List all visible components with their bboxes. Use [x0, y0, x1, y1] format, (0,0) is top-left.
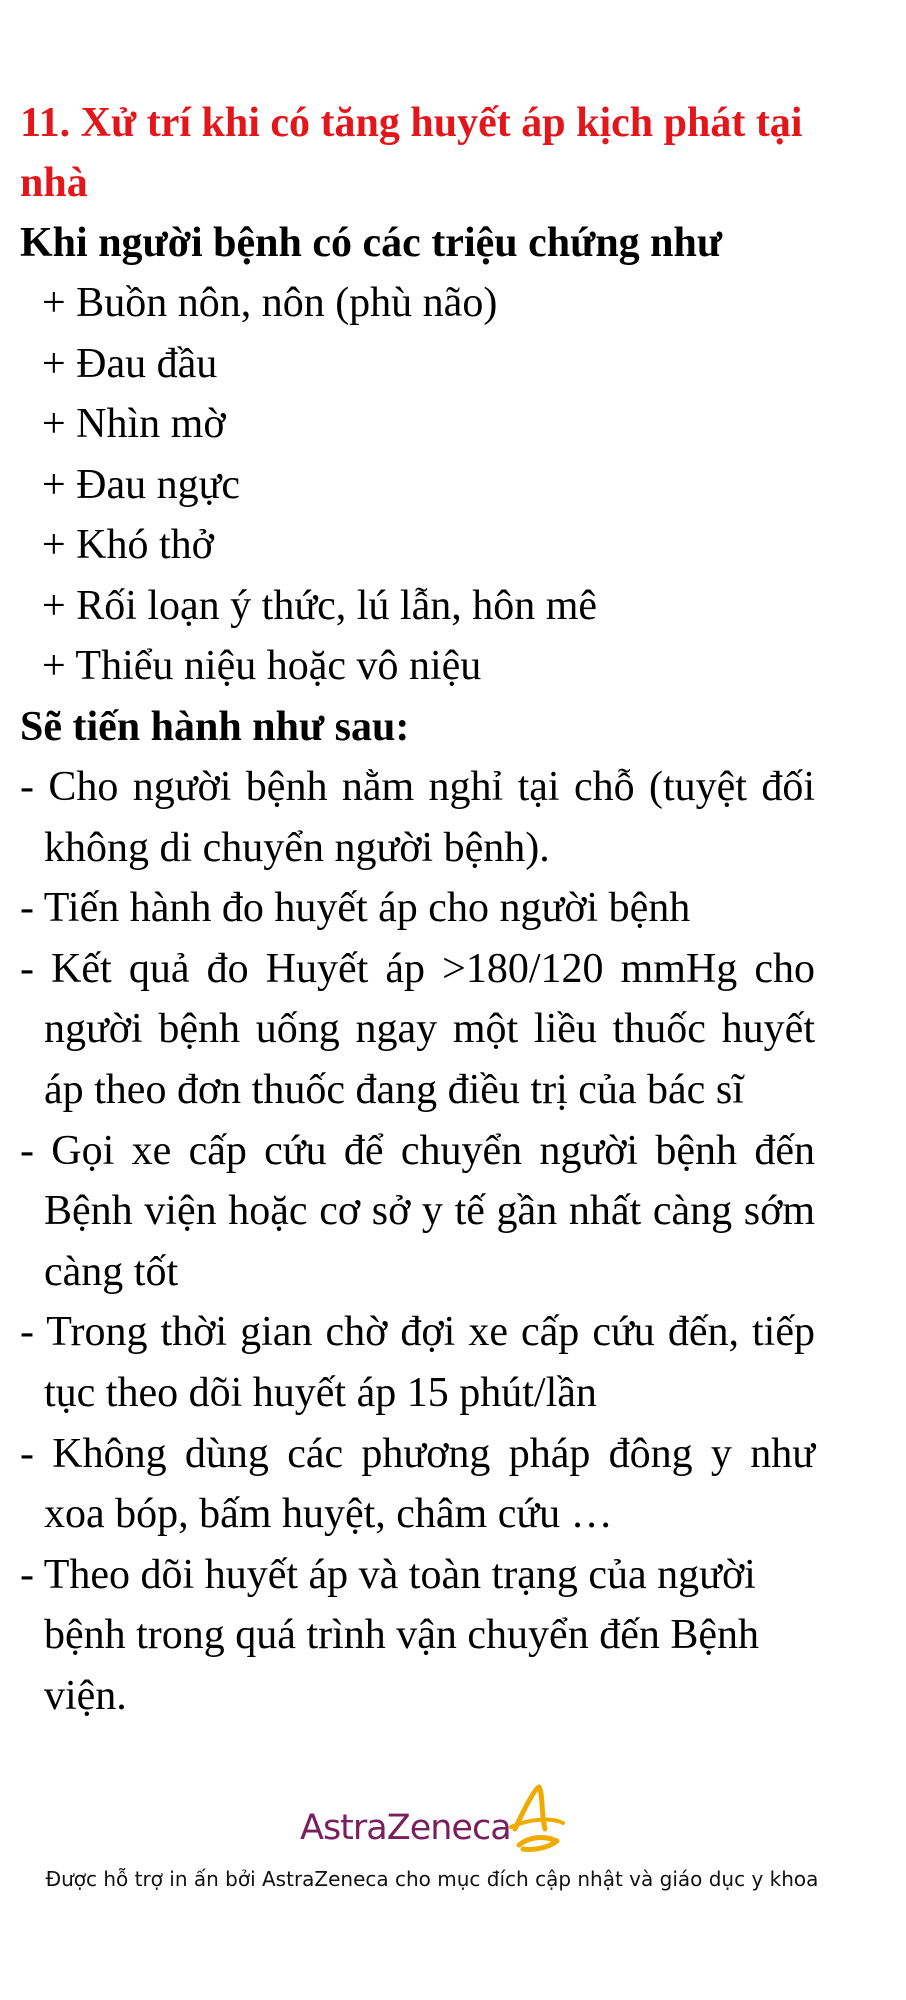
action-item: - Theo dõi huyết áp và toàn trạng của người bệnh trong quá trình vận chuyển đến Bệnh viện. — [20, 1551, 759, 1719]
symptom-item: + Đau ngực — [42, 461, 241, 508]
logo-wordmark: AstraZeneca — [300, 1808, 511, 1848]
sponsor-footer: Được hỗ trợ in ấn bởi AstraZeneca cho mục đích cập nhật và giáo dục y khoa — [45, 1867, 819, 1891]
symptom-list — [42, 273, 597, 697]
symptom-item: + Thiểu niệu hoặc vô niệu — [42, 643, 482, 689]
actions-intro: Sẽ tiến hành như sau: — [20, 704, 410, 750]
symptom-item: + Đau đầu — [42, 340, 218, 387]
symptom-item: + Khó thở — [42, 522, 214, 568]
action-item: - Gọi xe cấp cứu để chuyển người bệnh đến Bệnh viện hoặc cơ sở y tế gần nhất càng sớm càng tốt — [20, 1127, 815, 1295]
symptom-item: + Buồn nôn, nôn (phù não) — [42, 280, 498, 326]
section-title: 11. Xử trí khi có tăng huyết áp kịch phát tại nhà — [20, 100, 803, 206]
astrazeneca-symbol-icon — [505, 1783, 569, 1855]
astrazeneca-logo — [300, 1783, 580, 1853]
action-list — [20, 757, 815, 1727]
symptom-item: + Rối loạn ý thức, lú lẫn, hôn mê — [42, 582, 598, 629]
symptom-item: + Nhìn mờ — [42, 401, 226, 447]
action-item: - Cho người bệnh nằm nghỉ tại chỗ (tuyệt đối không di chuyển người bệnh). — [20, 764, 815, 871]
action-item: - Tiến hành đo huyết áp cho người bệnh — [20, 885, 691, 932]
action-item: - Trong thời gian chờ đợi xe cấp cứu đến, tiếp tục theo dõi huyết áp 15 phút/lần — [20, 1309, 815, 1416]
action-item: - Kết quả đo Huyết áp >180/120 mmHg cho người bệnh uống ngay một liều thuốc huyết áp theo đơn thuốc đang điều trị của bác sĩ — [20, 945, 815, 1113]
symptoms-intro: Khi người bệnh có các triệu chứng như — [20, 220, 723, 266]
action-item: - Không dùng các phương pháp đông y như xoa bóp, bấm huyệt, châm cứu … — [20, 1430, 815, 1538]
